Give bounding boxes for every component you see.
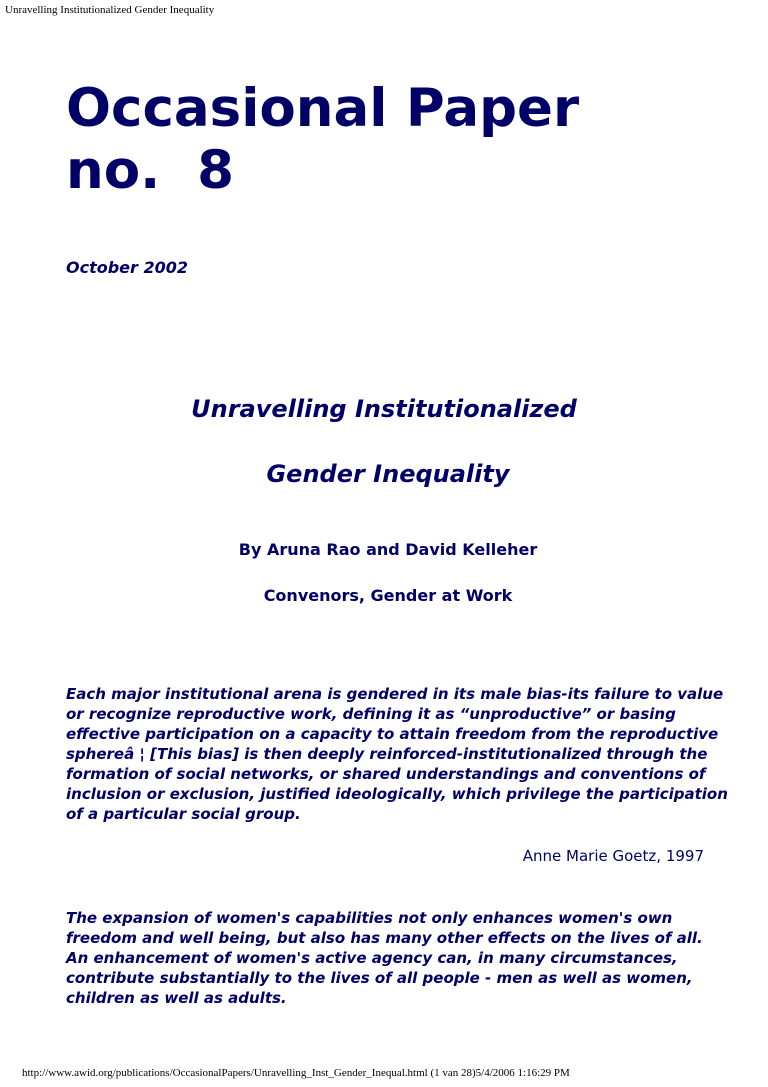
quote-2-line: contribute substantially to the lives of all people - men as well as women, xyxy=(66,969,693,987)
quote-1-line: of a particular social group. xyxy=(66,805,301,823)
quote-1-line: inclusion or exclusion, justified ideologically, which privilege the participation xyxy=(66,785,728,803)
epigraph-quote-2 xyxy=(66,908,746,1008)
quote-1-line: effective participation on a capacity to attain freedom from the reproductive xyxy=(66,725,719,743)
quote-1-line: sphereâ ¦ [This bias] is then deeply reinforced-institutionalized through the xyxy=(66,745,708,763)
quote-1-line: or recognize reproductive work, defining it as “unproductive” or basing xyxy=(66,705,676,723)
quote-1-attribution: Anne Marie Goetz, 1997 xyxy=(522,847,704,865)
page-header-title: Unravelling Institutionalized Gender Inequality xyxy=(5,4,215,16)
quote-2-line: children as well as adults. xyxy=(66,989,287,1007)
quote-1-line: Each major institutional arena is gendered in its male bias-its failure to value xyxy=(66,685,724,703)
paper-title xyxy=(66,78,579,202)
page-footer-url: http://www.awid.org/publications/OccasionalPapers/Unravelling_Inst_Gender_Inequal.html (1 van 28)5/4/2006 1:16:29 PM xyxy=(22,1067,570,1079)
quote-2-line: freedom and well being, but also has many other effects on the lives of all. xyxy=(66,929,703,947)
paper-title-line-1: Occasional Paper xyxy=(66,78,580,139)
quote-2-line: An enhancement of women's active agency can, in many circumstances, xyxy=(66,949,678,967)
paper-title-line-2: no. 8 xyxy=(66,140,235,201)
epigraph-quote-1 xyxy=(66,684,746,824)
paper-date: October 2002 xyxy=(66,258,189,277)
quote-1-line: formation of social networks, or shared understandings and conventions of xyxy=(66,765,706,783)
article-authors: By Aruna Rao and David Kelleher xyxy=(238,540,538,559)
quote-2-line: The expansion of women's capabilities not only enhances women's own xyxy=(66,909,673,927)
article-title-line-1: Unravelling Institutionalized xyxy=(191,395,577,423)
article-title-line-2: Gender Inequality xyxy=(266,460,510,488)
article-affiliation: Convenors, Gender at Work xyxy=(263,586,513,605)
